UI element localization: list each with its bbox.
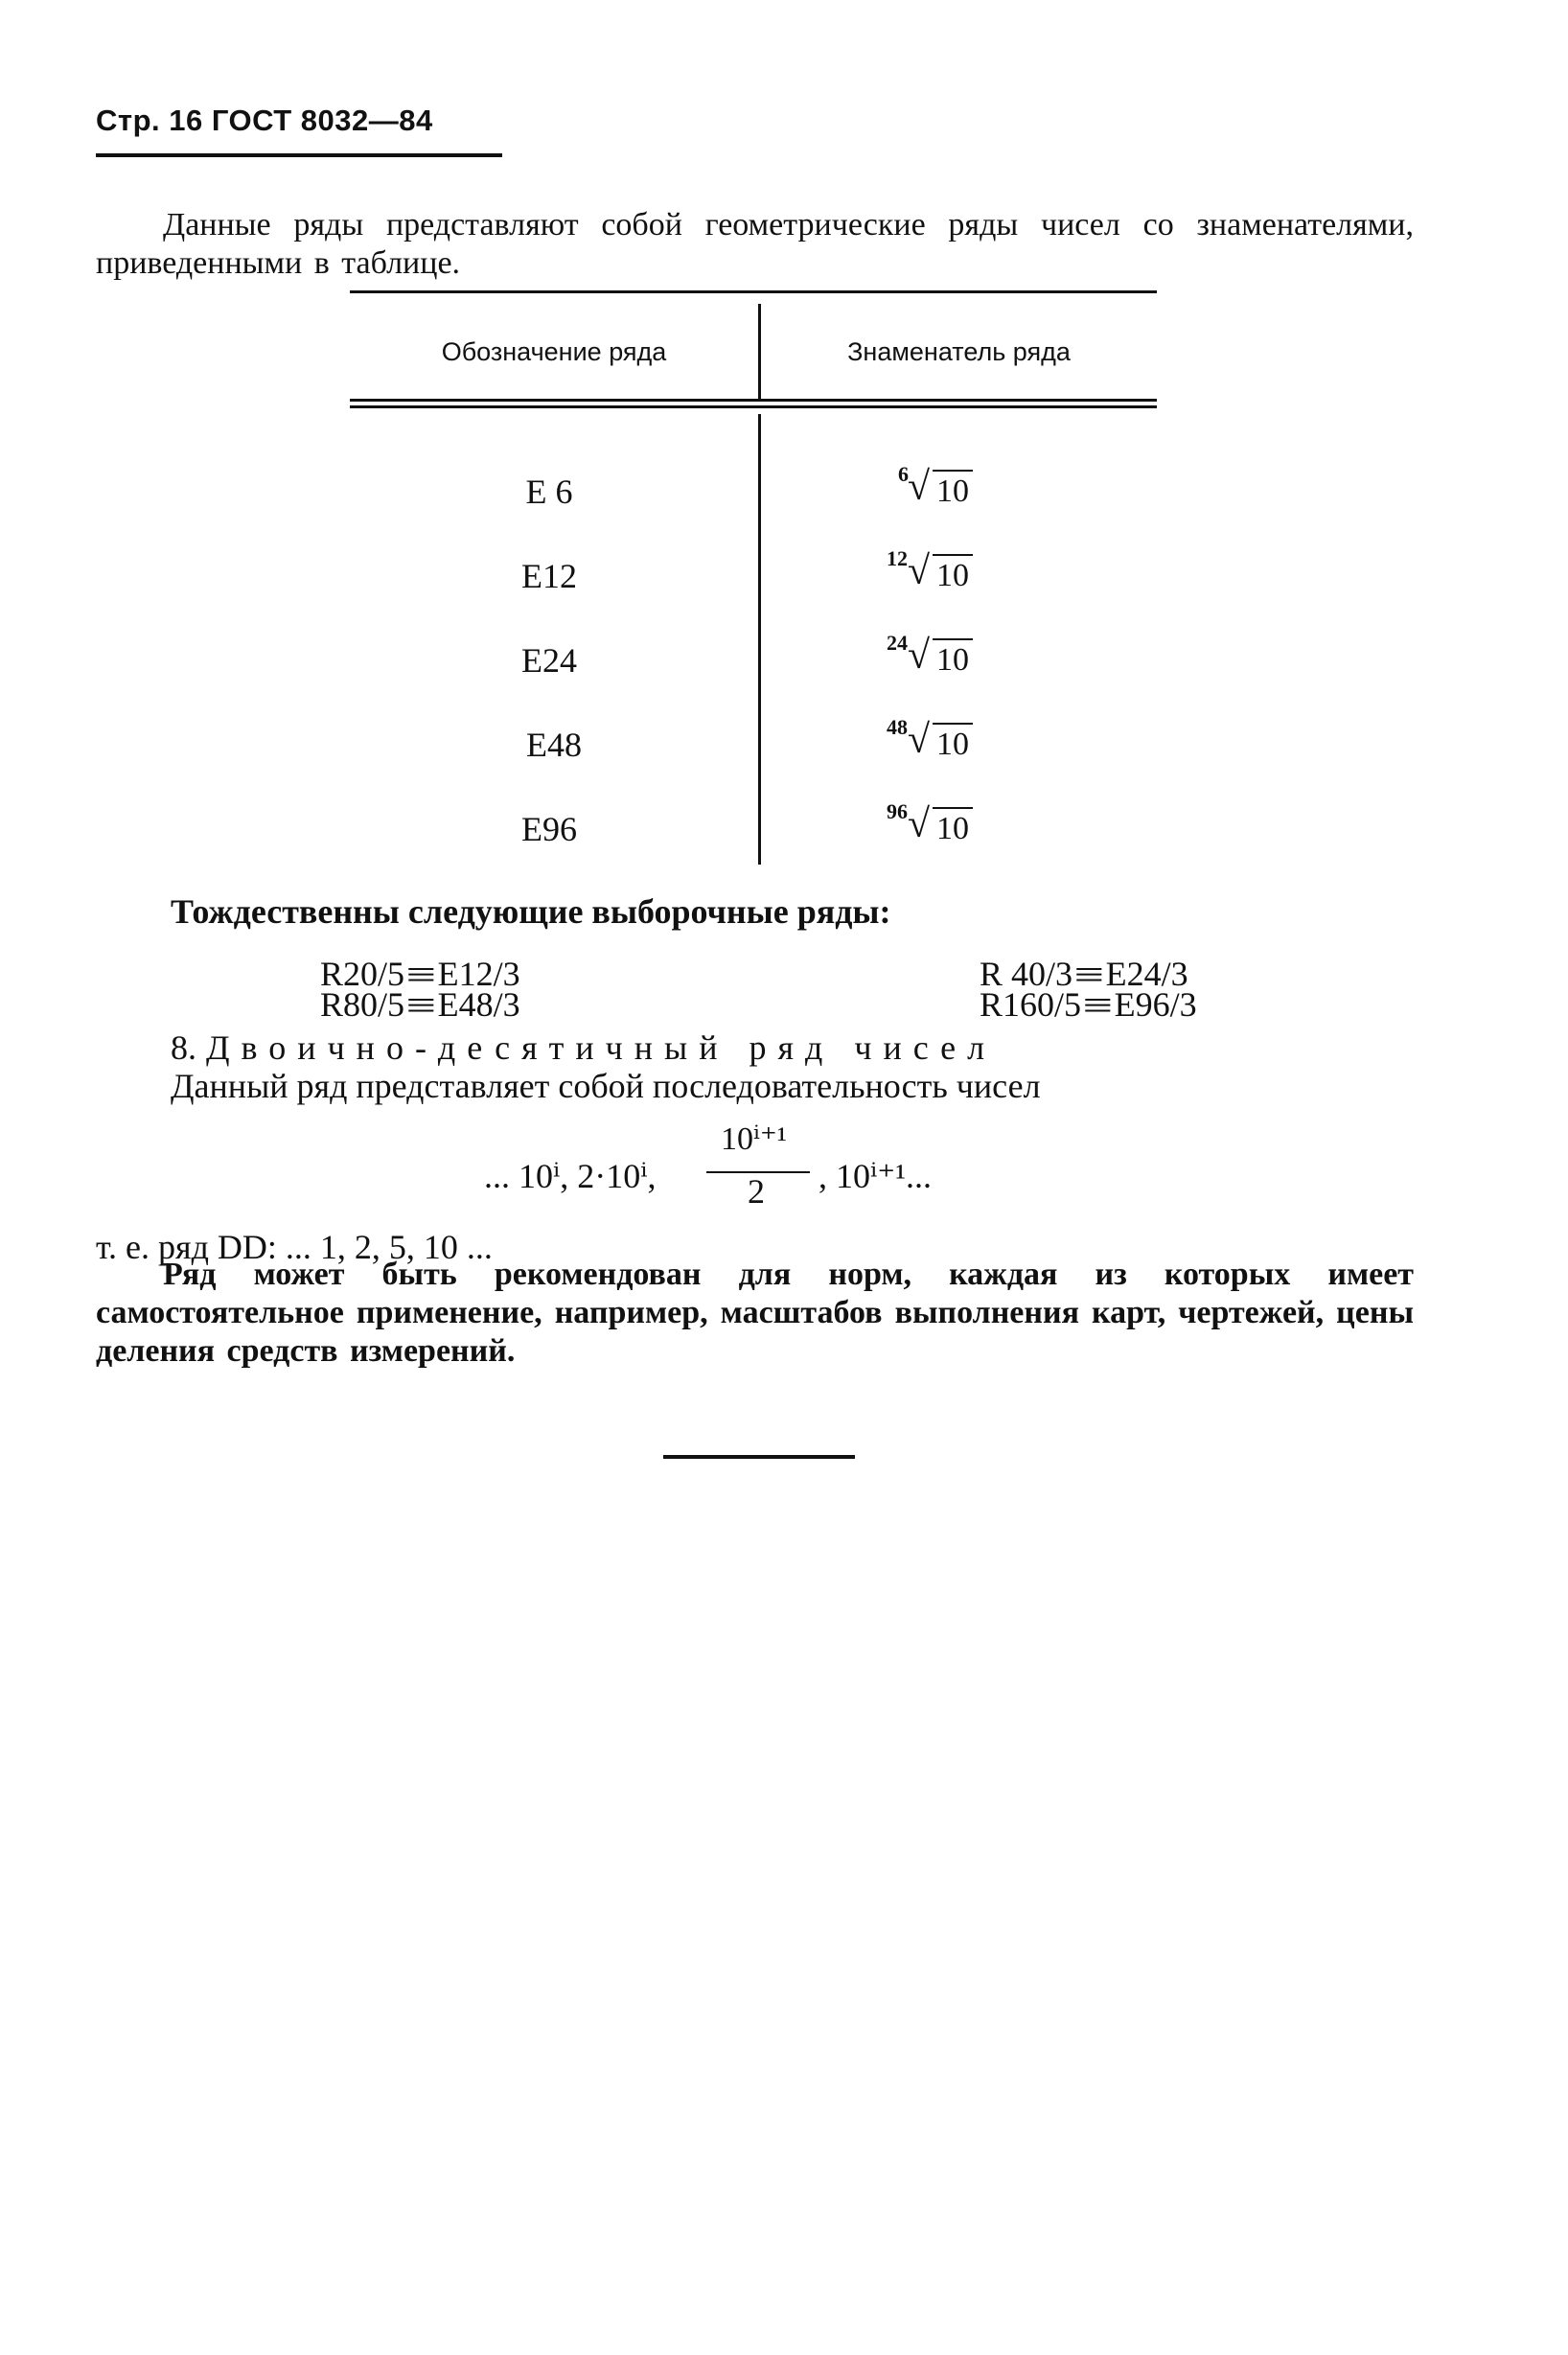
table-header-rule-1 (350, 399, 1157, 402)
radical-sign: √ (908, 634, 931, 678)
root-index: 6 (898, 462, 909, 486)
formula-lead: ... 10ⁱ, 2·10ⁱ, (484, 1157, 657, 1195)
identity-sign: ≡ (405, 953, 437, 996)
radicand: 10 (933, 470, 973, 510)
header-underline (96, 153, 502, 157)
section-number: 8. (171, 1028, 196, 1067)
formula-denominator: 2 (748, 1172, 765, 1211)
page-header (96, 104, 433, 138)
root-index: 24 (887, 631, 908, 655)
section-title: Двоично-десятичный ряд чисел (206, 1028, 997, 1067)
page-number: Стр. 16 (96, 104, 203, 137)
identity-pair (980, 982, 1197, 1027)
recommendation-paragraph: Ряд может быть рекомендован для норм, каждая из которых имеет самостоятельное применение, например, масштабов выполнения карт, чертежей, цены деления средств измерений. (96, 1257, 1414, 1369)
table-row-code: E48 (526, 726, 582, 764)
intro-paragraph: Данные ряды представляют собой геометрические ряды чисел со знаменателями, приведенными в таблице. (96, 207, 1414, 281)
table-row-code: E24 (521, 641, 577, 680)
table-row-code: E96 (521, 810, 577, 848)
table-header-rule-2 (350, 405, 1157, 408)
radical-sign: √ (908, 802, 931, 846)
identity-pair (320, 982, 520, 1027)
identity-right: E96/3 (1114, 985, 1197, 1024)
identity-left: R160/5 (980, 985, 1082, 1024)
identity-sign: ≡ (405, 983, 437, 1027)
identity-right: E24/3 (1105, 955, 1188, 993)
table-row-code: E12 (521, 557, 577, 595)
radicand: 10 (933, 807, 973, 847)
root-index: 12 (887, 546, 908, 570)
column-header-designation: Обозначение ряда (441, 337, 667, 366)
radical-sign: √ (908, 465, 931, 509)
root-index: 48 (887, 715, 908, 739)
formula-tail: , 10ⁱ⁺¹... (819, 1157, 933, 1195)
column-header-ratio: Знаменатель ряда (847, 337, 1071, 366)
radicand: 10 (933, 638, 973, 679)
identity-right: E48/3 (437, 985, 520, 1024)
table-row-code: E 6 (525, 473, 573, 511)
table-body-divider (758, 414, 761, 865)
end-rule (663, 1455, 855, 1459)
root-index: 96 (887, 799, 908, 823)
formula-numerator: 10ⁱ⁺¹ (721, 1121, 787, 1157)
standard-number: ГОСТ 8032—84 (211, 104, 433, 137)
table-top-rule (350, 290, 1157, 293)
radical-sign: √ (908, 549, 931, 593)
example-line: т. е. ряд DD: ... 1, 2, 5, 10 ... (96, 1228, 493, 1266)
identity-right: E12/3 (437, 955, 520, 993)
identity-left: R 40/3 (980, 955, 1073, 993)
radical-sign: √ (908, 718, 931, 762)
identity-left: R80/5 (320, 985, 405, 1024)
identity-left: R20/5 (320, 955, 405, 993)
radicand: 10 (933, 723, 973, 763)
identity-sign: ≡ (1082, 983, 1114, 1027)
section-description: Данный ряд представляет собой последовательность чисел (171, 1067, 1041, 1105)
identical-series-title: Тождественны следующие выборочные ряды: (171, 892, 891, 931)
radicand: 10 (933, 554, 973, 594)
section-heading (171, 1027, 996, 1068)
identity-sign: ≡ (1073, 953, 1105, 996)
